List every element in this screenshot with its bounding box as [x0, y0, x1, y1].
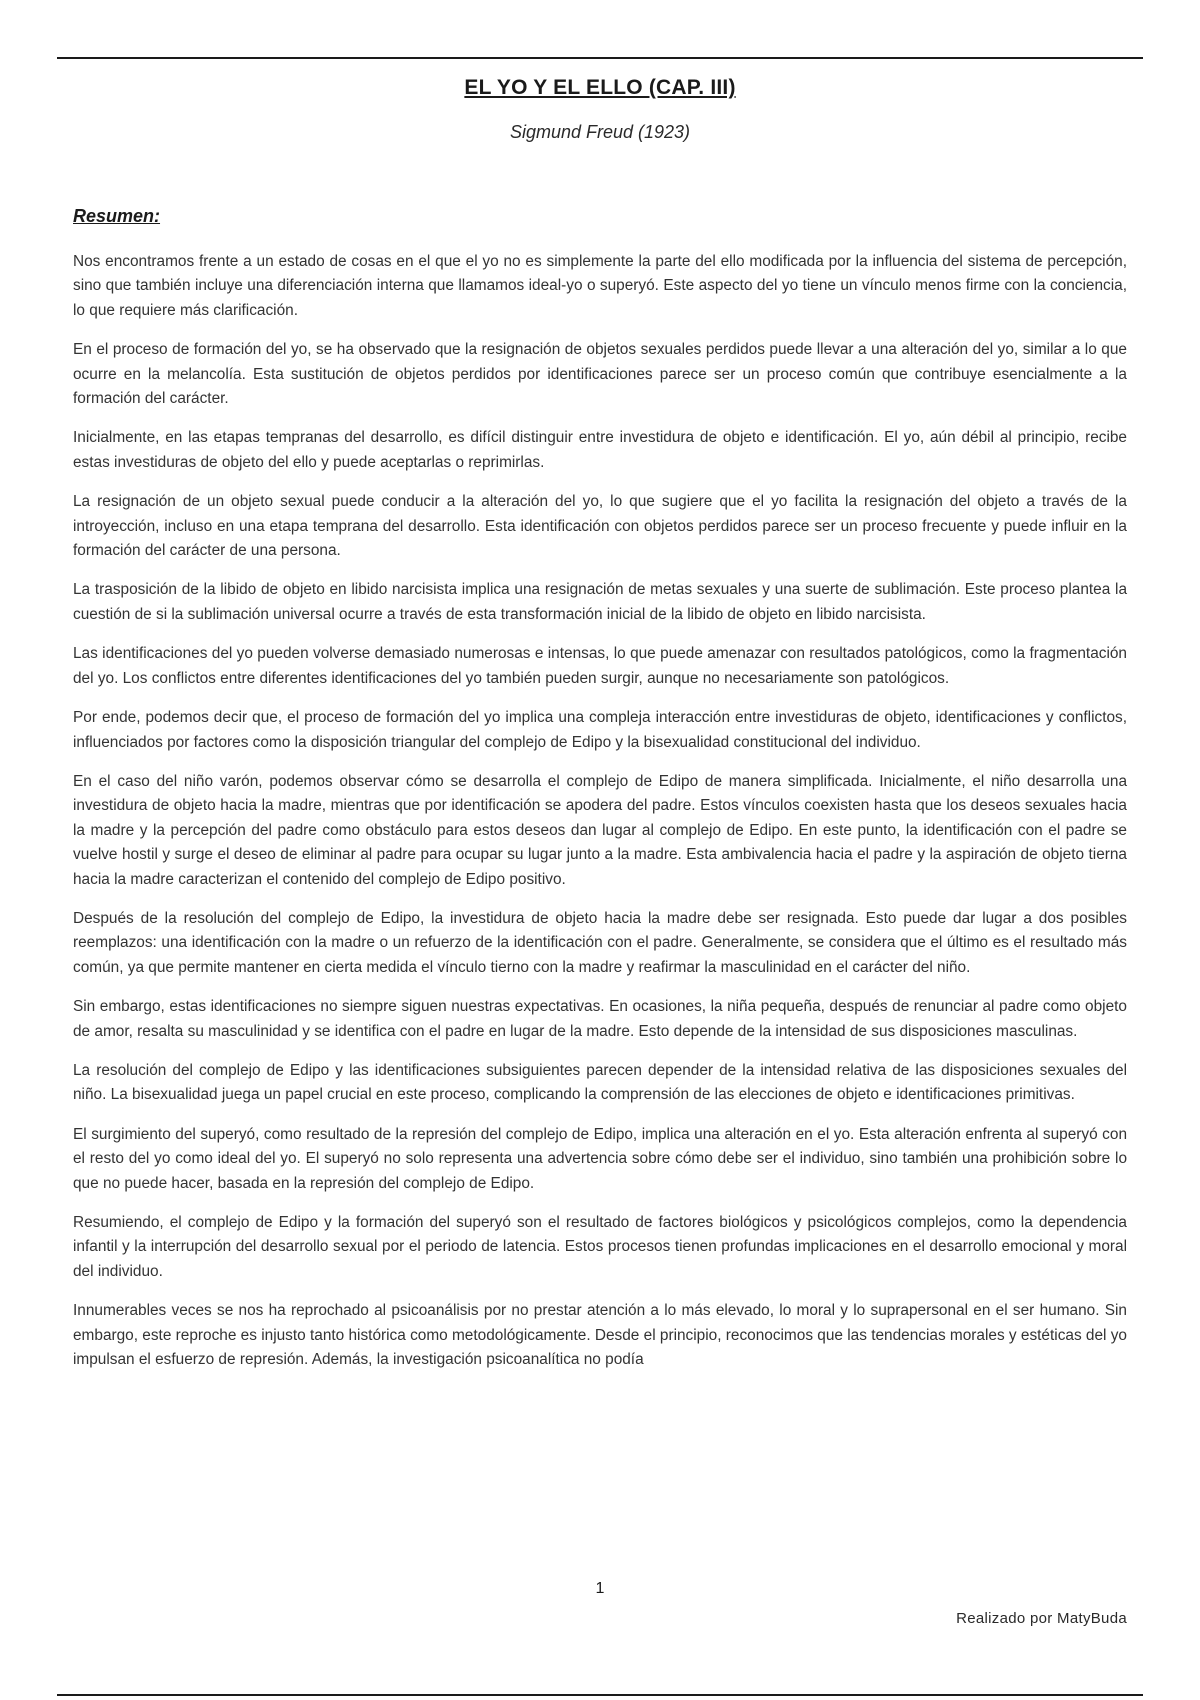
top-rule: [57, 57, 1143, 59]
section-heading-resumen: Resumen:: [73, 206, 161, 226]
paragraph: En el proceso de formación del yo, se ha observado que la resignación de objetos sexuales perdidos puede llevar a una alteración del yo, similar a lo que ocurre en la melancolía. Esta sustitución de objetos perdidos por identificaciones parece ser un proceso común que contribuye esencialmente a la formación del carácter.: [73, 341, 1127, 408]
paragraph: La resolución del complejo de Edipo y las identificaciones subsiguientes parecen depender de la intensidad relativa de las disposiciones sexuales del niño. La bisexualidad juega un papel crucial en este proceso, complicando la comprensión de las elecciones de objeto e identificaciones primitivas.: [73, 1061, 1127, 1104]
paragraph: La trasposición de la libido de objeto en libido narcisista implica una resignación de metas sexuales y una suerte de sublimación. Este proceso plantea la cuestión de si la sublimación universal ocurre a través de esta transformación inicial de la libido de objeto en libido narcisista.: [73, 581, 1127, 623]
body-text: [73, 250, 1127, 1387]
paragraph: Inicialmente, en las etapas tempranas del desarrollo, es difícil distinguir entre investidura de objeto e identificación. El yo, aún débil al principio, recibe estas investiduras de objeto del ello y puede aceptarlas o reprimirlas.: [73, 429, 1127, 471]
paragraph: El surgimiento del superyó, como resultado de la represión del complejo de Edipo, implica una alteración en el yo. Esta alteración enfrenta al superyó con el resto del yo como ideal del yo. El superyó no solo representa una advertencia sobre cómo debe ser el individuo, sino también una prohibición sobre lo que no puede hacer, basada en la represión del complejo de Edipo.: [73, 1125, 1127, 1192]
paragraph: Por ende, podemos decir que, el proceso de formación del yo implica una compleja interacción entre investiduras de objeto, identificaciones y conflictos, influenciados por factores como la disposición triangular del complejo de Edipo y la bisexualidad constitucional del individuo.: [73, 709, 1127, 751]
paragraph: En el caso del niño varón, podemos observar cómo se desarrolla el complejo de Edipo de manera simplificada. Inicialmente, el niño desarrolla una investidura de objeto hacia la madre, mientras que por identificación se apodera del padre. Estos vínculos coexisten hasta que los deseos sexuales hacia la madre y la percepción del padre como obstáculo para estos deseos dan lugar al complejo de Edipo. En este punto, la identificación con el padre se vuelve hostil y surge el deseo de eliminar al padre para ocupar su lugar junto a la madre. Esta ambivalencia hacia el padre y la aspiración de objeto tierna hacia la madre caracterizan el contenido del complejo de Edipo positivo.: [73, 772, 1127, 888]
paragraph: Después de la resolución del complejo de Edipo, la investidura de objeto hacia la madre debe ser resignada. Esto puede dar lugar a dos posibles reemplazos: una identificación con la madre o un refuerzo de la identificación con el padre. Generalmente, se considera que el último es el resultado más común, ya que permite mantener en cierta medida el vínculo tierno con la madre y reafirmar la masculinidad en el carácter del niño.: [73, 909, 1127, 976]
paragraph: La resignación de un objeto sexual puede conducir a la alteración del yo, lo que sugiere que el yo facilita la resignación del objeto a través de la introyección, incluso en una etapa temprana del desarrollo. Esta identificación con objetos perdidos parece ser un proceso frecuente y puede influir en la formación del carácter de una persona.: [73, 493, 1127, 560]
author-line: Sigmund Freud (1923): [509, 122, 691, 142]
paragraph: Nos encontramos frente a un estado de cosas en el que el yo no es simplemente la parte del ello modificada por la influencia del sistema de percepción, sino que también incluye una diferenciación interna que llamamos ideal-yo o superyó. Este aspecto del yo tiene un vínculo menos firme con la conciencia, lo que requiere más clarificación.: [73, 253, 1127, 319]
document-title: EL YO Y EL ELLO (CAP. III): [464, 76, 736, 99]
paragraph: Las identificaciones del yo pueden volverse demasiado numerosas e intensas, lo que puede amenazar con resultados patológicos, como la fragmentación del yo. Los conflictos entre diferentes identificaciones del yo también pueden surgir, aunque no necesariamente son patológicos.: [73, 645, 1127, 687]
paragraph: Resumiendo, el complejo de Edipo y la formación del superyó son el resultado de factores biológicos y psicológicos complejos, como la dependencia infantil y la interrupción del desarrollo sexual por el periodo de latencia. Estos procesos tienen profundas implicaciones en el desarrollo emocional y moral del individuo.: [73, 1214, 1127, 1280]
paragraph: Innumerables veces se nos ha reprochado al psicoanálisis por no prestar atención a lo más elevado, lo moral y lo suprapersonal en el ser humano. Sin embargo, este reproche es injusto tanto histórica como metodológicamente. Desde el principio, reconocimos que las tendencias morales y estéticas del yo impulsan el esfuerzo de represión. Además, la investigación psicoanalítica no podía: [73, 1302, 1127, 1369]
footer-credit: Realizado por MatyBuda: [956, 1610, 1127, 1627]
paragraph: Sin embargo, estas identificaciones no siempre siguen nuestras expectativas. En ocasiones, la niña pequeña, después de renunciar al padre como objeto de amor, resalta su masculinidad y se identifica con el padre en lugar de la madre. Esto depende de la intensidad de sus disposiciones masculinas.: [73, 998, 1127, 1040]
page-number: 1: [595, 1580, 605, 1597]
bottom-rule: [57, 1694, 1143, 1696]
